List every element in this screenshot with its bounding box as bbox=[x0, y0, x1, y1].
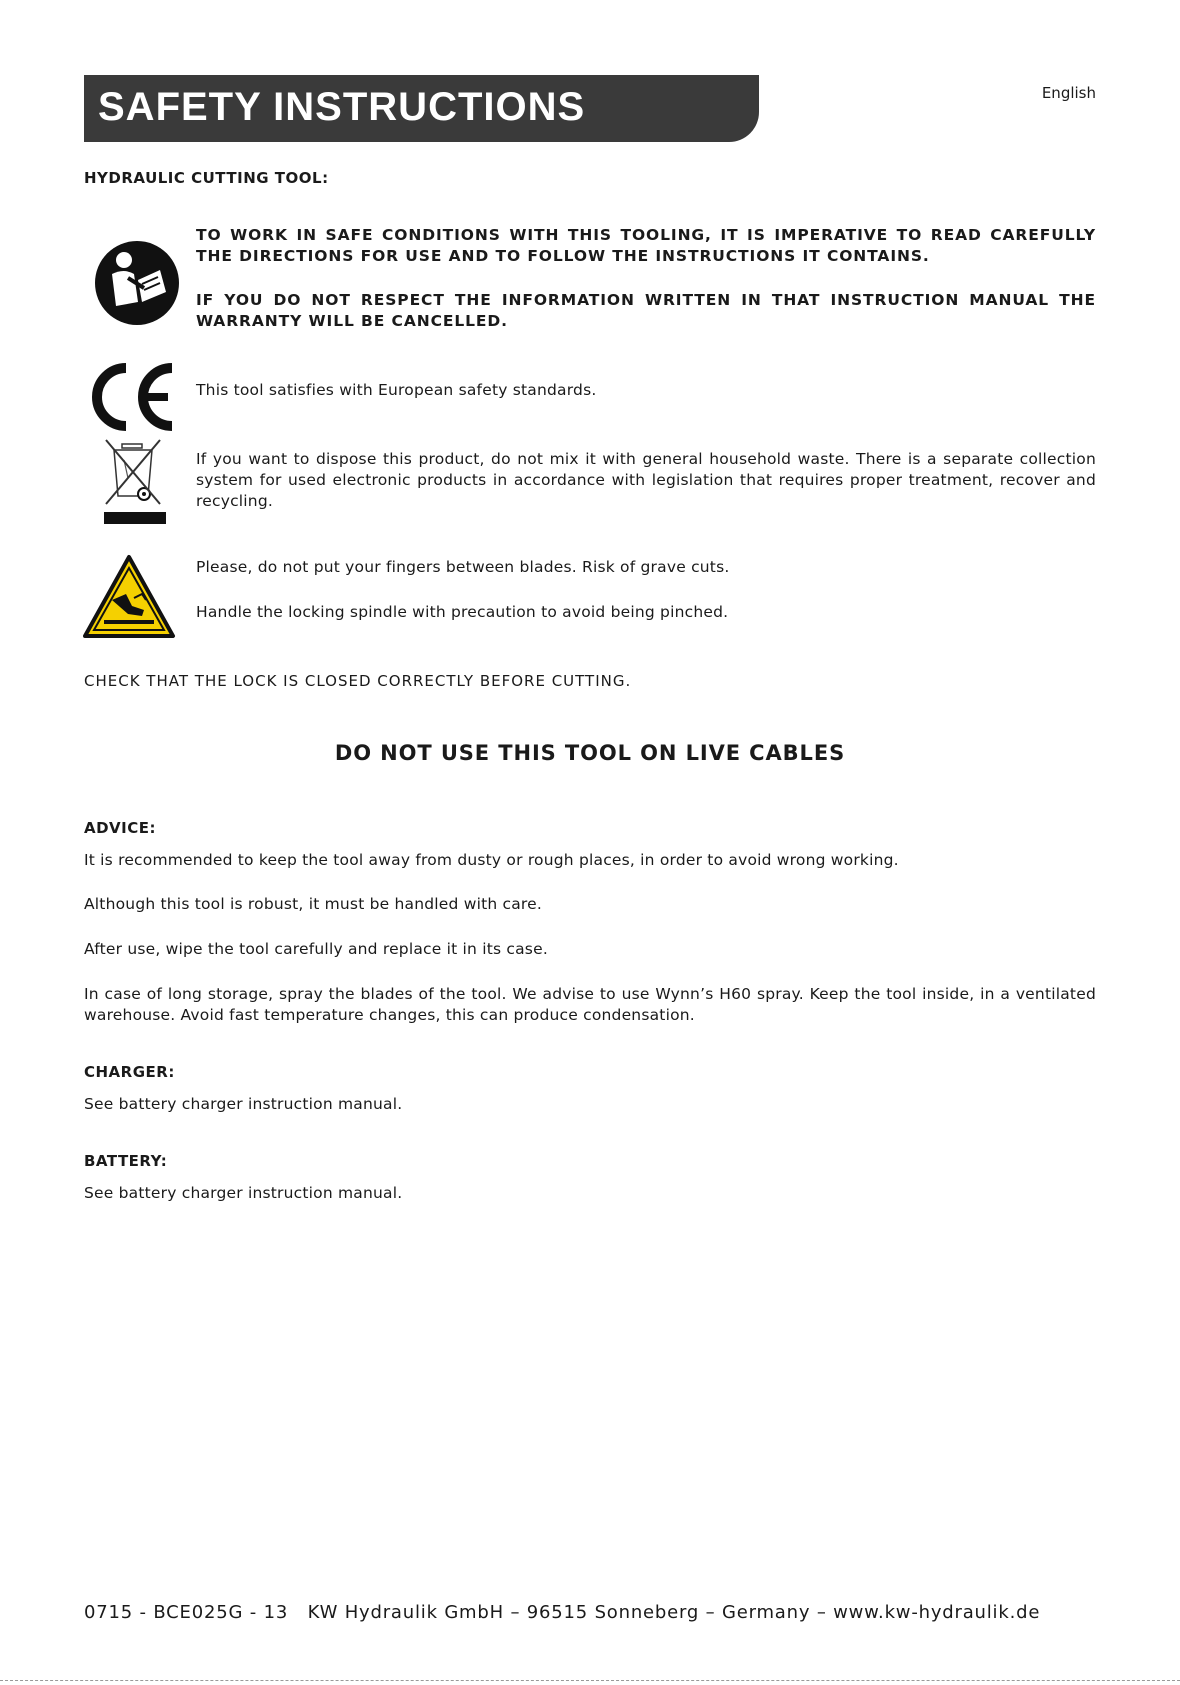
battery-text: See battery charger instruction manual. bbox=[84, 1184, 403, 1202]
advice-paragraph-3: After use, wipe the tool carefully and replace it in its case. bbox=[84, 940, 548, 958]
blades-warning: Please, do not put your fingers between blades. Risk of grave cuts. bbox=[196, 558, 730, 576]
advice-paragraph-1: It is recommended to keep the tool away from dusty or rough places, in order to avoid wrong working. bbox=[84, 851, 899, 869]
check-lock-notice: CHECK THAT THE LOCK IS CLOSED CORRECTLY BEFORE CUTTING. bbox=[84, 672, 632, 690]
page-footer: 0715 - BCE025G - 13 KW Hydraulik GmbH – 96515 Sonneberg – Germany – www.kw-hydraulik.de bbox=[84, 1602, 1041, 1623]
page-bottom-rule bbox=[0, 1680, 1180, 1681]
warranty-warning: IF YOU DO NOT RESPECT THE INFORMATION WRITTEN IN THAT INSTRUCTION MANUAL THE WARRANTY WILL BE CANCELLED. bbox=[196, 291, 1096, 330]
charger-heading: CHARGER: bbox=[84, 1063, 175, 1081]
advice-paragraph-2: Although this tool is robust, it must be handled with care. bbox=[84, 895, 543, 913]
battery-heading: BATTERY: bbox=[84, 1152, 168, 1170]
title-banner bbox=[84, 75, 759, 142]
language-label: English bbox=[1041, 84, 1096, 102]
live-cables-warning: DO NOT USE THIS TOOL ON LIVE CABLES bbox=[334, 741, 846, 765]
hydraulic-heading: HYDRAULIC CUTTING TOOL: bbox=[84, 169, 329, 187]
page-title: SAFETY INSTRUCTIONS bbox=[98, 85, 586, 129]
charger-text: See battery charger instruction manual. bbox=[84, 1095, 403, 1113]
weee-disposal-text: If you want to dispose this product, do not mix it with general household waste. There is a separate collection system for used electronic products in accordance with legislation that requires proper treatment, recover and recycling. bbox=[196, 450, 1096, 510]
spindle-warning: Handle the locking spindle with precaution to avoid being pinched. bbox=[196, 603, 729, 621]
read-instructions-warning: TO WORK IN SAFE CONDITIONS WITH THIS TOOLING, IT IS IMPERATIVE TO READ CAREFULLY THE DIRECTIONS FOR USE AND TO FOLLOW THE INSTRUCTIONS IT CONTAINS. bbox=[196, 226, 1096, 265]
advice-heading: ADVICE: bbox=[84, 819, 157, 837]
advice-paragraph-4: In case of long storage, spray the blades of the tool. We advise to use Wynn’s H60 spray. Keep the tool inside, in a ventilated warehouse. Avoid fast temperature changes, this can produce condensation. bbox=[84, 985, 1096, 1024]
hand-crush-warning-icon bbox=[82, 554, 176, 640]
weee-crossed-bin-icon bbox=[102, 438, 168, 528]
ce-mark-icon bbox=[88, 362, 176, 432]
read-manual-icon bbox=[94, 240, 180, 326]
ce-statement: This tool satisfies with European safety standards. bbox=[196, 381, 597, 399]
